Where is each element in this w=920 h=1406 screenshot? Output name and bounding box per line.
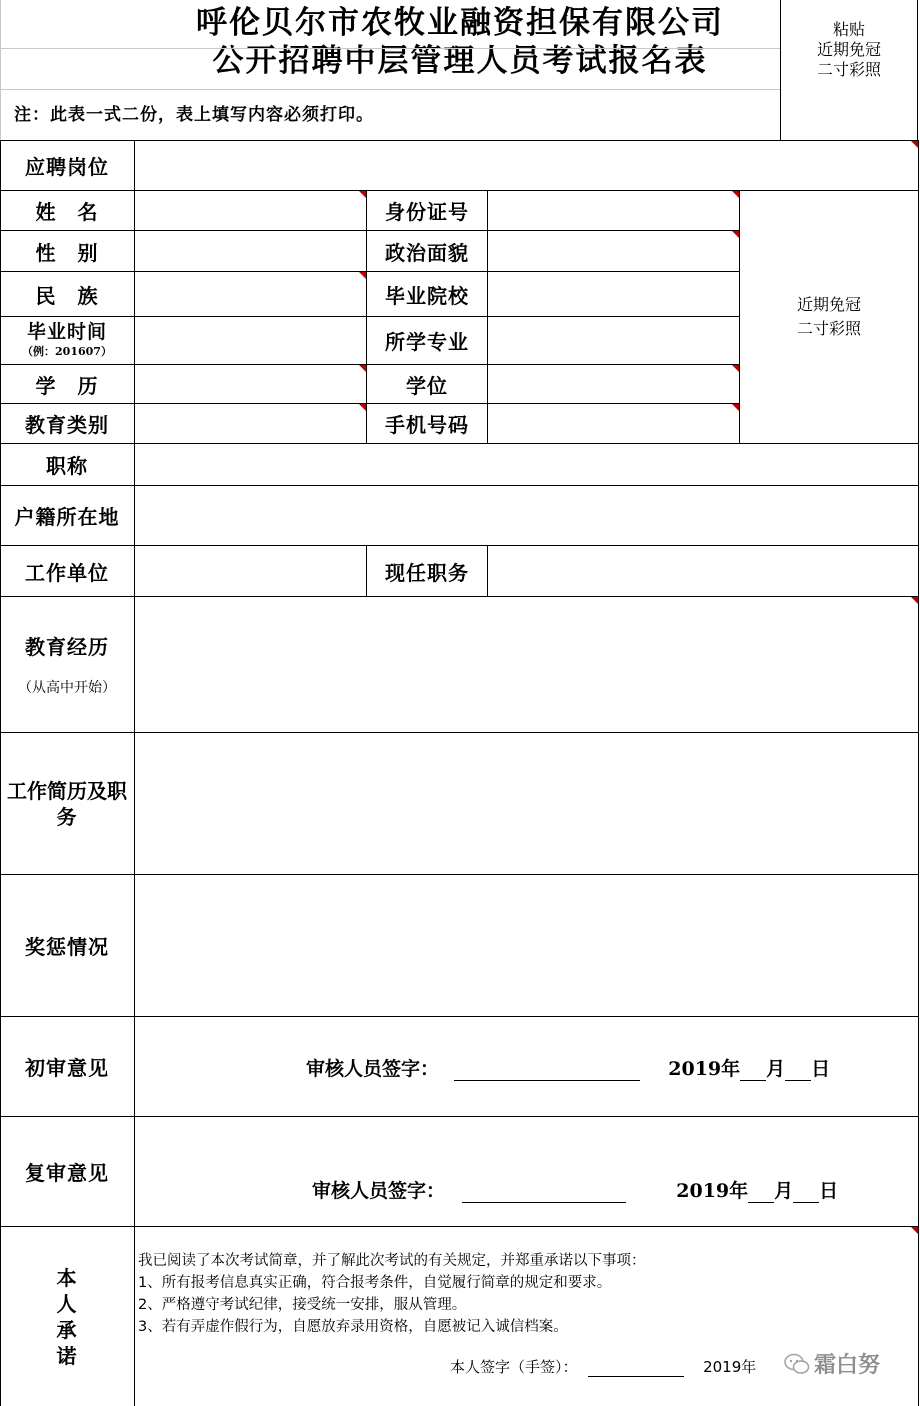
edu-history-input[interactable] bbox=[135, 597, 918, 732]
pledge-signature bbox=[450, 1356, 756, 1377]
comment-marker bbox=[359, 404, 366, 411]
pledge-char: 本 bbox=[56, 1265, 78, 1290]
label-major: 所学专业 bbox=[385, 330, 469, 354]
header-right-border bbox=[917, 0, 918, 140]
label-employer: 工作单位 bbox=[25, 560, 109, 585]
year-label: 2019年 bbox=[676, 1180, 749, 1202]
work-history-input[interactable] bbox=[135, 733, 918, 874]
signer-label: 审核人员签字： bbox=[312, 1180, 446, 1202]
pledge-char: 承 bbox=[56, 1317, 78, 1342]
day-label: 日 bbox=[819, 1180, 839, 1202]
label-education-type: 教育类别 bbox=[25, 413, 109, 437]
label-degree: 学位 bbox=[406, 373, 448, 398]
photo-box[interactable] bbox=[740, 191, 918, 443]
work-history-line: 务 bbox=[56, 804, 78, 829]
month-blank[interactable] bbox=[740, 1062, 766, 1081]
wechat-icon bbox=[784, 1353, 810, 1375]
label-grad-time bbox=[0, 317, 134, 364]
initial-review-signature bbox=[306, 1054, 830, 1081]
label-work-history bbox=[0, 733, 134, 874]
pledge-signature-line[interactable] bbox=[588, 1356, 684, 1377]
day-blank[interactable] bbox=[785, 1062, 811, 1081]
grad-time-input[interactable] bbox=[135, 317, 366, 364]
photo-note-line: 粘贴 bbox=[832, 20, 865, 39]
watermark-text: 霜白努 bbox=[814, 1353, 881, 1378]
label-initial-review: 初审意见 bbox=[25, 1056, 109, 1080]
phone-input[interactable] bbox=[488, 404, 739, 443]
pledge-text bbox=[138, 1250, 914, 1338]
photo-note-line: 近期免冠 bbox=[816, 40, 881, 59]
comment-marker bbox=[732, 191, 739, 198]
comment-marker bbox=[359, 365, 366, 372]
month-label: 月 bbox=[774, 1180, 794, 1202]
pledge-item: 1、所有报考信息真实正确，符合报考条件，自觉履行简章的规定和要求。 bbox=[138, 1275, 612, 1291]
id-number-input[interactable] bbox=[488, 191, 739, 230]
school-input[interactable] bbox=[488, 272, 739, 316]
comment-marker bbox=[732, 231, 739, 238]
education-input[interactable] bbox=[135, 365, 366, 403]
signature-line[interactable] bbox=[454, 1058, 640, 1081]
form-title bbox=[0, 4, 780, 80]
label-ethnicity: 民 族 bbox=[35, 283, 99, 308]
name-input[interactable] bbox=[135, 191, 366, 230]
photo-note-top bbox=[781, 20, 917, 80]
print-note: 注：此表一式二份，表上填写内容必须打印。 bbox=[14, 105, 374, 125]
ethnicity-input[interactable] bbox=[135, 272, 366, 316]
pledge-sign-label: 本人签字（手签）： bbox=[450, 1358, 578, 1376]
label-position: 应聘岗位 bbox=[25, 155, 109, 179]
comment-marker bbox=[911, 1227, 918, 1234]
day-blank[interactable] bbox=[793, 1184, 819, 1203]
degree-input[interactable] bbox=[488, 365, 739, 403]
header-divider bbox=[780, 0, 781, 140]
gender-input[interactable] bbox=[135, 231, 366, 271]
position-input[interactable] bbox=[135, 141, 918, 190]
political-status-input[interactable] bbox=[488, 231, 739, 271]
photo-note-line: 二寸彩照 bbox=[816, 60, 881, 79]
pledge-item: 2、严格遵守考试纪律，接受统一安排，服从管理。 bbox=[138, 1297, 467, 1313]
label-education: 学 历 bbox=[35, 373, 99, 398]
label-id-number: 身份证号 bbox=[385, 200, 469, 224]
title-input[interactable] bbox=[135, 444, 918, 485]
current-post-input[interactable] bbox=[488, 546, 918, 596]
photo-box-line: 二寸彩照 bbox=[796, 319, 861, 338]
label-second-review: 复审意见 bbox=[25, 1161, 109, 1185]
pledge-char: 诺 bbox=[56, 1343, 78, 1368]
label-name: 姓 名 bbox=[35, 200, 99, 224]
comment-marker bbox=[732, 365, 739, 372]
label-gender: 性 别 bbox=[35, 240, 99, 265]
signature-line[interactable] bbox=[462, 1180, 626, 1203]
education-type-input[interactable] bbox=[135, 404, 366, 443]
title-line-1: 呼伦贝尔市农牧业融资担保有限公司 bbox=[196, 5, 724, 41]
pledge-year: 2019年 bbox=[703, 1358, 757, 1376]
second-review-signature bbox=[312, 1176, 838, 1203]
signer-label: 审核人员签字： bbox=[306, 1058, 440, 1080]
pledge-item: 3、若有弄虚作假行为，自愿放弃录用资格，自愿被记入诚信档案。 bbox=[138, 1319, 568, 1335]
grad-time-hint: （例：201607） bbox=[22, 345, 112, 358]
comment-marker bbox=[359, 191, 366, 198]
label-current-post: 现任职务 bbox=[385, 560, 469, 585]
pledge-intro: 我已阅读了本次考试简章，并了解此次考试的有关规定，并郑重承诺以下事项： bbox=[138, 1253, 646, 1269]
comment-marker bbox=[359, 272, 366, 279]
grad-time-text: 毕业时间 bbox=[26, 321, 107, 343]
major-input[interactable] bbox=[488, 317, 739, 364]
gridline bbox=[0, 48, 780, 49]
day-label: 日 bbox=[811, 1058, 831, 1080]
month-blank[interactable] bbox=[748, 1184, 774, 1203]
comment-marker bbox=[732, 404, 739, 411]
title-line-2: 公开招聘中层管理人员考试报名表 bbox=[212, 43, 708, 79]
label-pledge bbox=[0, 1227, 134, 1406]
label-school: 毕业院校 bbox=[385, 283, 469, 308]
gridline bbox=[0, 89, 780, 90]
label-phone: 手机号码 bbox=[385, 413, 469, 437]
rewards-input[interactable] bbox=[135, 875, 918, 1016]
work-history-line: 工作简历及职 bbox=[7, 778, 127, 803]
employer-input[interactable] bbox=[135, 546, 366, 596]
edu-history-text: 教育经历 bbox=[25, 634, 109, 659]
pledge-char: 人 bbox=[56, 1291, 78, 1316]
edu-history-hint: （从高中开始） bbox=[18, 679, 116, 696]
household-input[interactable] bbox=[135, 486, 918, 545]
label-rewards: 奖惩情况 bbox=[25, 935, 109, 959]
watermark bbox=[784, 1348, 880, 1379]
comment-marker bbox=[911, 597, 918, 604]
month-label: 月 bbox=[766, 1058, 786, 1080]
year-label: 2019年 bbox=[668, 1058, 741, 1080]
label-household: 户籍所在地 bbox=[14, 505, 120, 529]
label-title: 职称 bbox=[46, 454, 88, 478]
photo-box-line: 近期免冠 bbox=[796, 295, 861, 314]
label-edu-history bbox=[0, 597, 134, 732]
gridline bbox=[0, 0, 1, 140]
label-political-status: 政治面貌 bbox=[385, 240, 469, 265]
comment-marker bbox=[911, 141, 918, 148]
